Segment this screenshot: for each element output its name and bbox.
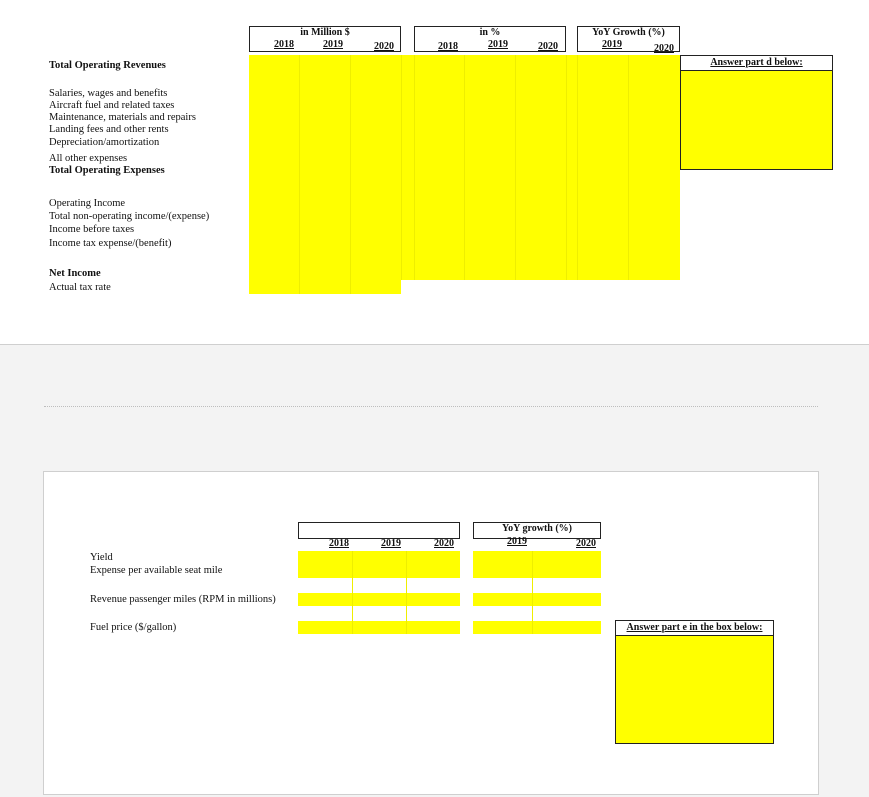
header-bottom-blank [298, 522, 460, 539]
top-worksheet [0, 0, 869, 344]
header-bottom-yoy-title: YoY growth (%) [502, 523, 572, 534]
grid-divider [352, 551, 353, 634]
header-bottom-yoy [473, 522, 601, 539]
answer-e-label: Answer part e in the box below: [616, 621, 773, 636]
header-yoy-title: YoY Growth (%) [592, 27, 665, 38]
row-label-non-operating: Total non-operating income/(expense) [49, 211, 210, 222]
row-label-total-operating-revenues: Total Operating Revenues [49, 60, 166, 71]
input-rpm-yoy[interactable] [473, 593, 601, 606]
answer-d-box[interactable] [680, 55, 833, 170]
grid-divider [299, 55, 300, 294]
input-grid-tax-row[interactable] [249, 280, 401, 294]
grid-divider [464, 55, 465, 280]
year-2020-million: 2020 [374, 41, 394, 52]
year-2018-million: 2018 [274, 39, 294, 50]
grid-divider [532, 551, 533, 634]
grid-divider [628, 55, 629, 280]
input-yield-expense-yoy[interactable] [473, 551, 601, 578]
year-2020-percent: 2020 [538, 41, 558, 52]
grid-divider [566, 55, 567, 280]
input-rpm[interactable] [298, 593, 460, 606]
row-label-depreciation: Depreciation/amortization [49, 137, 160, 148]
row-label-total-operating-expenses: Total Operating Expenses [49, 165, 165, 176]
row-label-yield: Yield [90, 552, 113, 563]
input-fuel-price[interactable] [298, 621, 460, 634]
answer-e-box[interactable] [615, 620, 774, 744]
row-label-actual-tax-rate: Actual tax rate [49, 282, 111, 293]
row-label-salaries: Salaries, wages and benefits [49, 88, 168, 99]
row-label-operating-income: Operating Income [49, 198, 126, 209]
year-2019-percent: 2019 [488, 39, 508, 50]
row-label-income-tax: Income tax expense/(benefit) [49, 238, 172, 249]
year-2020-yoy: 2020 [654, 43, 674, 54]
year-2018-percent: 2018 [438, 41, 458, 52]
header-million-title: in Million $ [300, 27, 350, 38]
input-yield-expense[interactable] [298, 551, 460, 578]
grid-divider [515, 55, 516, 280]
header-percent-title: in % [479, 27, 501, 38]
year-2019-yoy: 2019 [602, 39, 622, 50]
row-label-expense-per-asm: Expense per available seat mile [90, 565, 223, 576]
grid-divider [350, 55, 351, 294]
answer-d-label: Answer part d below: [681, 56, 832, 71]
row-label-fuel-price: Fuel price ($/gallon) [90, 622, 177, 633]
grid-divider [414, 55, 415, 280]
year-2019-million: 2019 [323, 39, 343, 50]
bottom-year-2020: 2020 [434, 538, 454, 549]
bottom-year-2018: 2018 [329, 538, 349, 549]
row-label-net-income: Net Income [49, 268, 101, 279]
row-label-rpm: Revenue passenger miles (RPM in millions) [90, 594, 276, 605]
row-label-income-before-taxes: Income before taxes [49, 224, 135, 235]
row-label-other-expenses: All other expenses [49, 153, 128, 164]
section-divider [44, 406, 818, 407]
grid-divider [577, 55, 578, 280]
grid-divider [401, 55, 402, 280]
row-label-aircraft-fuel: Aircraft fuel and related taxes [49, 100, 175, 111]
row-label-landing-fees: Landing fees and other rents [49, 124, 169, 135]
grid-divider [406, 551, 407, 634]
bottom-worksheet [43, 471, 819, 795]
bottom-year-2019: 2019 [381, 538, 401, 549]
row-label-maintenance: Maintenance, materials and repairs [49, 112, 196, 123]
bottom-yoy-year-2020: 2020 [576, 538, 596, 549]
bottom-yoy-year-2019: 2019 [507, 536, 527, 547]
input-fuel-price-yoy[interactable] [473, 621, 601, 634]
